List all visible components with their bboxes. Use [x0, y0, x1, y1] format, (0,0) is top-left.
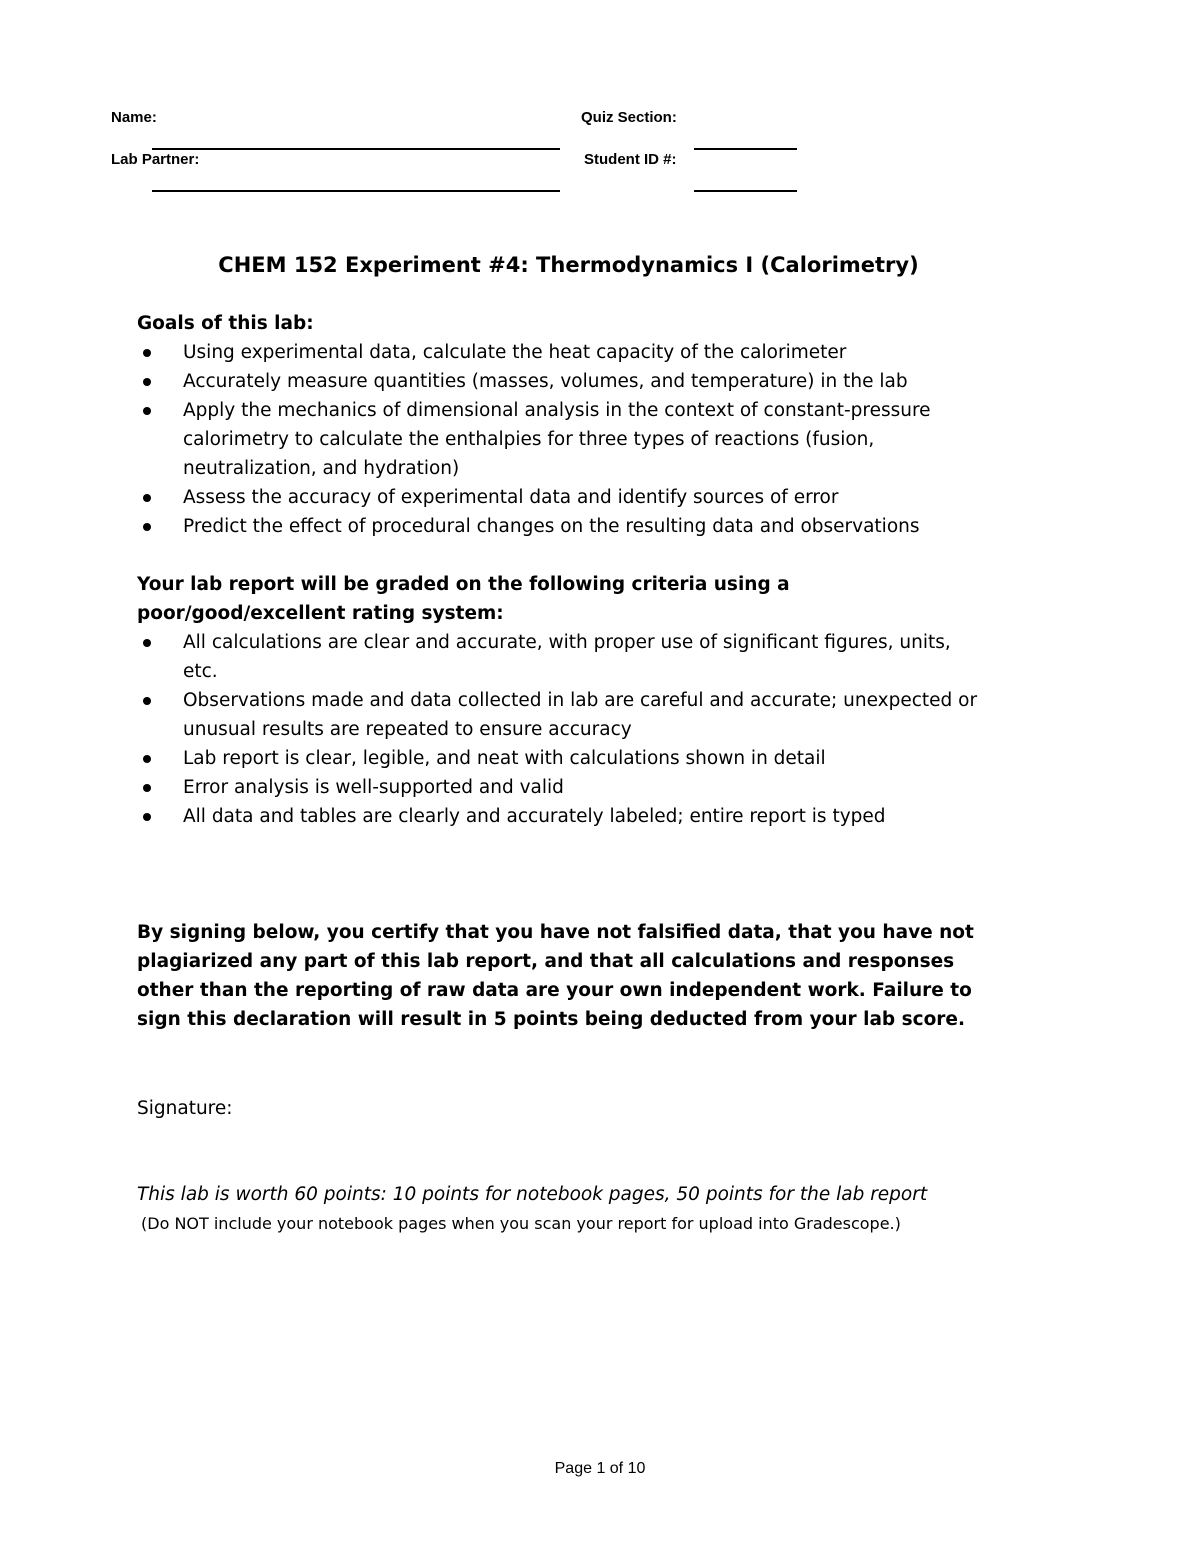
points-note: This lab is worth 60 points: 10 points for notebook pages, 50 points for the lab report [137, 1184, 928, 1205]
list-item: Accurately measure quantities (masses, volumes, and temperature) in the lab [137, 367, 997, 396]
name-label: Name: [111, 109, 157, 126]
signature-label: Signature: [137, 1098, 233, 1119]
name-field-line[interactable] [152, 148, 560, 150]
list-item: Apply the mechanics of dimensional analysis in the context of constant-pressure calorimetry to calculate the enthalpies for three types of reactions (fusion, neutralization, and hydration) [137, 396, 973, 483]
list-item: Predict the effect of procedural changes on the resulting data and observations [137, 512, 997, 541]
criteria-heading: Your lab report will be graded on the following criteria using a poor/good/excellent rating system: [137, 574, 790, 624]
lab-partner-field-line[interactable] [152, 190, 560, 192]
declaration-text: By signing below, you certify that you have not falsified data, that you have not plagiarized any part of this lab report, and that all calculations and responses other than the reporting of raw data are your own independent work. Failure to sign this declaration will result in 5 points being deducted from your lab score. [137, 922, 974, 1030]
document-title: CHEM 152 Experiment #4: Thermodynamics I (Calorimetry) [218, 253, 919, 277]
page-number: Page 1 of 10 [554, 1460, 646, 1477]
student-id-field-line[interactable] [694, 190, 797, 192]
list-item: Observations made and data collected in lab are careful and accurate; unexpected or unusual results are repeated to ensure accuracy [137, 686, 983, 744]
quiz-section-field-line[interactable] [694, 148, 797, 150]
student-id-label: Student ID #: [584, 151, 677, 168]
goals-list [137, 338, 997, 541]
lab-partner-label: Lab Partner: [111, 151, 200, 168]
goals-heading: Goals of this lab: [137, 313, 314, 334]
list-item: All data and tables are clearly and accurately labeled; entire report is typed [137, 802, 997, 831]
list-item: All calculations are clear and accurate, with proper use of significant figures, units, etc. [137, 628, 983, 686]
upload-note: (Do NOT include your notebook pages when you scan your report for upload into Gradescope.) [141, 1214, 901, 1233]
list-item: Assess the accuracy of experimental data and identify sources of error [137, 483, 997, 512]
goals-section [137, 309, 997, 541]
list-item: Using experimental data, calculate the heat capacity of the calorimeter [137, 338, 997, 367]
list-item: Lab report is clear, legible, and neat with calculations shown in detail [137, 744, 997, 773]
list-item: Error analysis is well-supported and valid [137, 773, 997, 802]
criteria-list [137, 628, 997, 831]
criteria-section [137, 570, 997, 831]
quiz-section-label: Quiz Section: [581, 109, 677, 126]
